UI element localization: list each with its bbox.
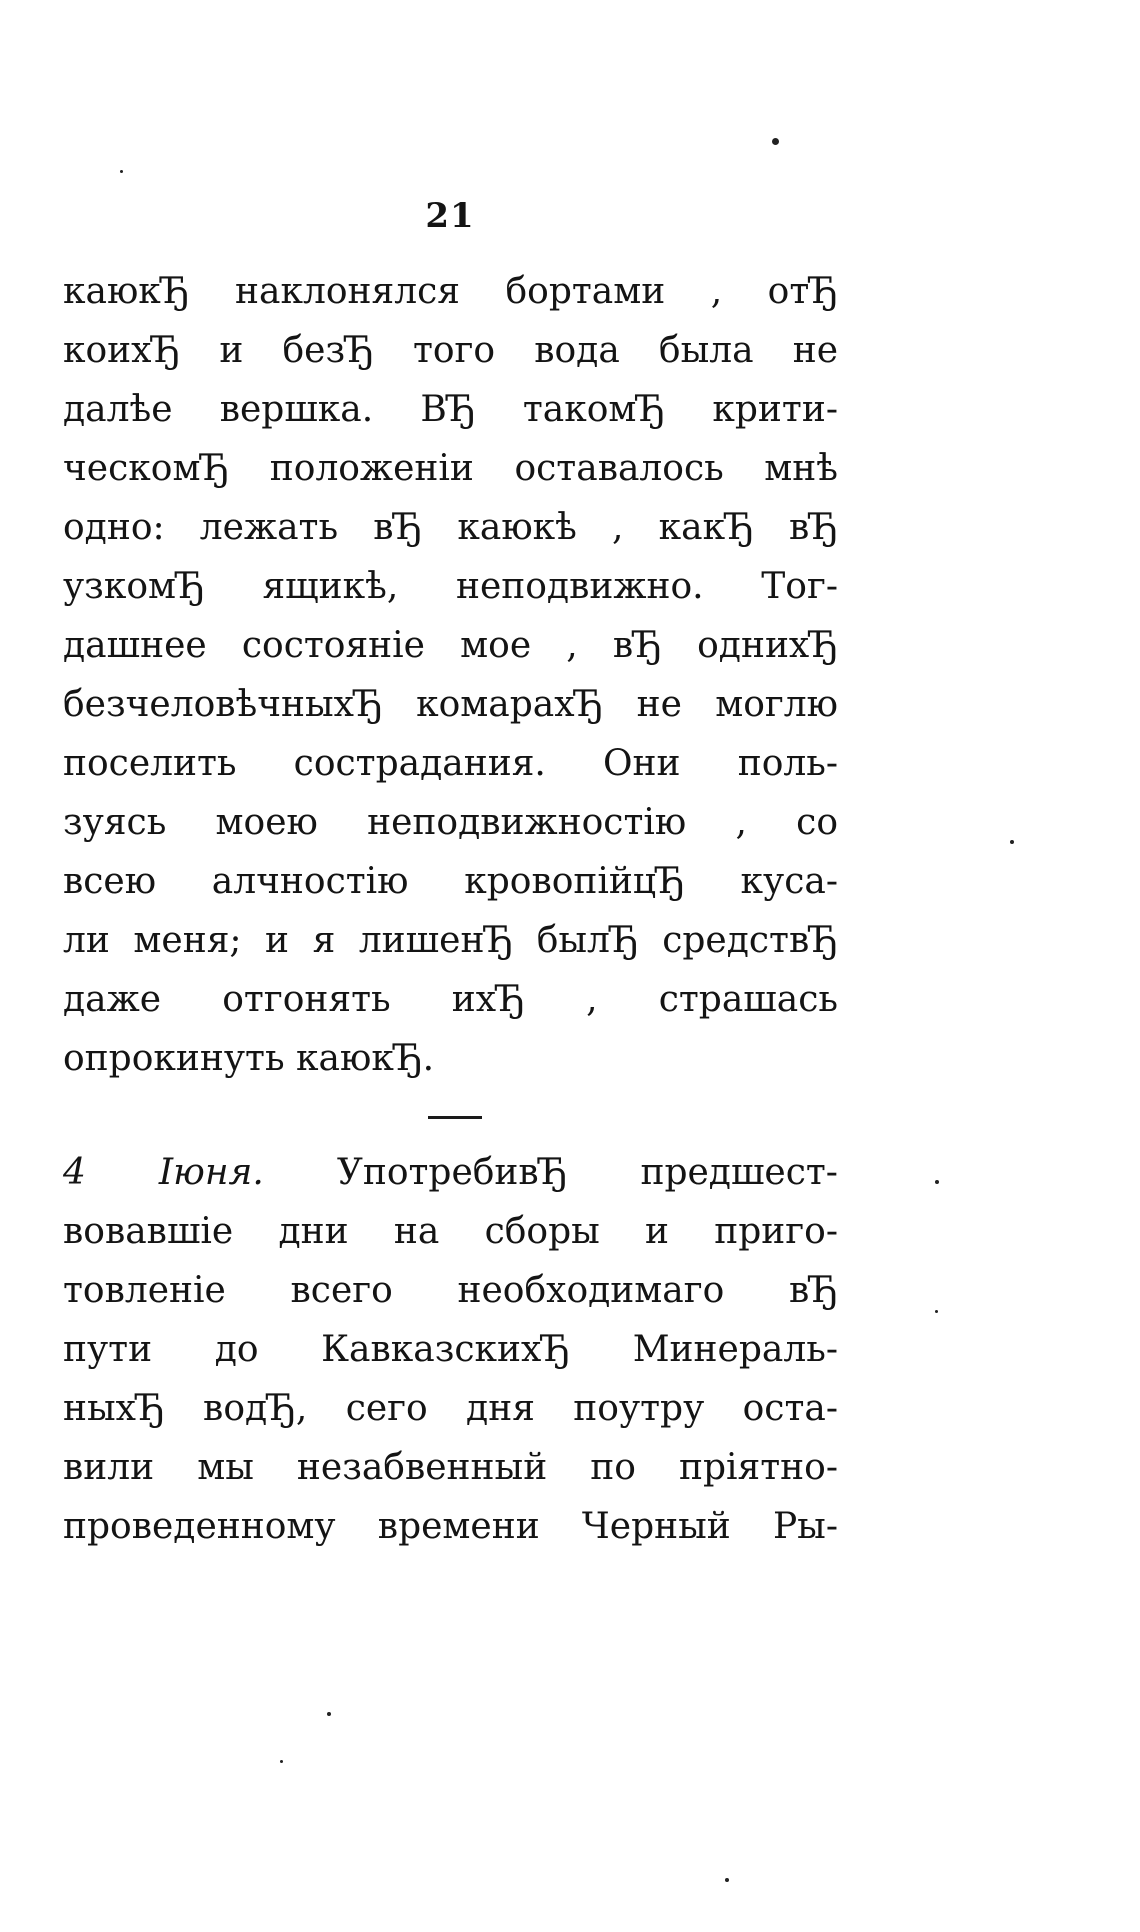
- text-line: коихЂ и безЂ того вода была не: [63, 330, 838, 371]
- scan-speck: [725, 1878, 729, 1882]
- text-line: дашнее состоянiе мое , вЂ однихЂ: [63, 625, 838, 666]
- text-line: даже отгонять ихЂ , страшась: [63, 979, 838, 1020]
- scan-speck: [772, 138, 779, 145]
- text-line: безчеловѣчныхЂ комарахЂ не моглю: [63, 684, 838, 725]
- text-line: каюкЂ наклонялся бортами , отЂ: [63, 271, 838, 312]
- scan-speck: [120, 170, 123, 173]
- section-divider: [428, 1116, 482, 1119]
- passage-two: [63, 1143, 838, 1556]
- page-number: 21: [425, 196, 475, 236]
- text-line: зуясь моею неподвижностiю , со: [63, 802, 838, 843]
- text-line: ли меня; и я лишенЂ былЂ средствЂ: [63, 920, 838, 961]
- text-line: опрокинуть каюкЂ.: [63, 1038, 435, 1079]
- text-line: пути до КавказскихЂ Минераль-: [63, 1329, 838, 1370]
- text-line: всею алчностiю кровопiйцЂ куса-: [63, 861, 838, 902]
- text-line: далѣе вершка. ВЂ такомЂ крити-: [63, 389, 838, 430]
- text-fragment: УпотребивЂ предшест-: [336, 1152, 838, 1193]
- dated-first-line: [63, 1143, 838, 1202]
- passage-one: [63, 262, 838, 1088]
- text-line: вили мы незабвенный по прiятно-: [63, 1447, 838, 1488]
- scan-speck: [935, 1180, 939, 1184]
- text-line: проведенному времени Черный Ры-: [63, 1506, 838, 1547]
- scan-speck: [327, 1712, 331, 1716]
- text-line: вовавшiе дни на сборы и приго-: [63, 1211, 838, 1252]
- scan-speck: [935, 1310, 938, 1313]
- entry-date: 4 Iюня.: [63, 1152, 264, 1193]
- text-line: товленiе всего необходимаго вЂ: [63, 1270, 838, 1311]
- scan-speck: [1010, 840, 1014, 844]
- text-line: ныхЂ водЂ, сего дня поутру оста-: [63, 1388, 838, 1429]
- scan-speck: [280, 1760, 283, 1763]
- text-line: узкомЂ ящикѣ, неподвижно. Тог-: [63, 566, 838, 607]
- text-line: ческомЂ положенiи оставалось мнѣ: [63, 448, 838, 489]
- text-line: одно: лежать вЂ каюкѣ , какЂ вЂ: [63, 507, 838, 548]
- text-line: поселить сострадания. Они поль-: [63, 743, 838, 784]
